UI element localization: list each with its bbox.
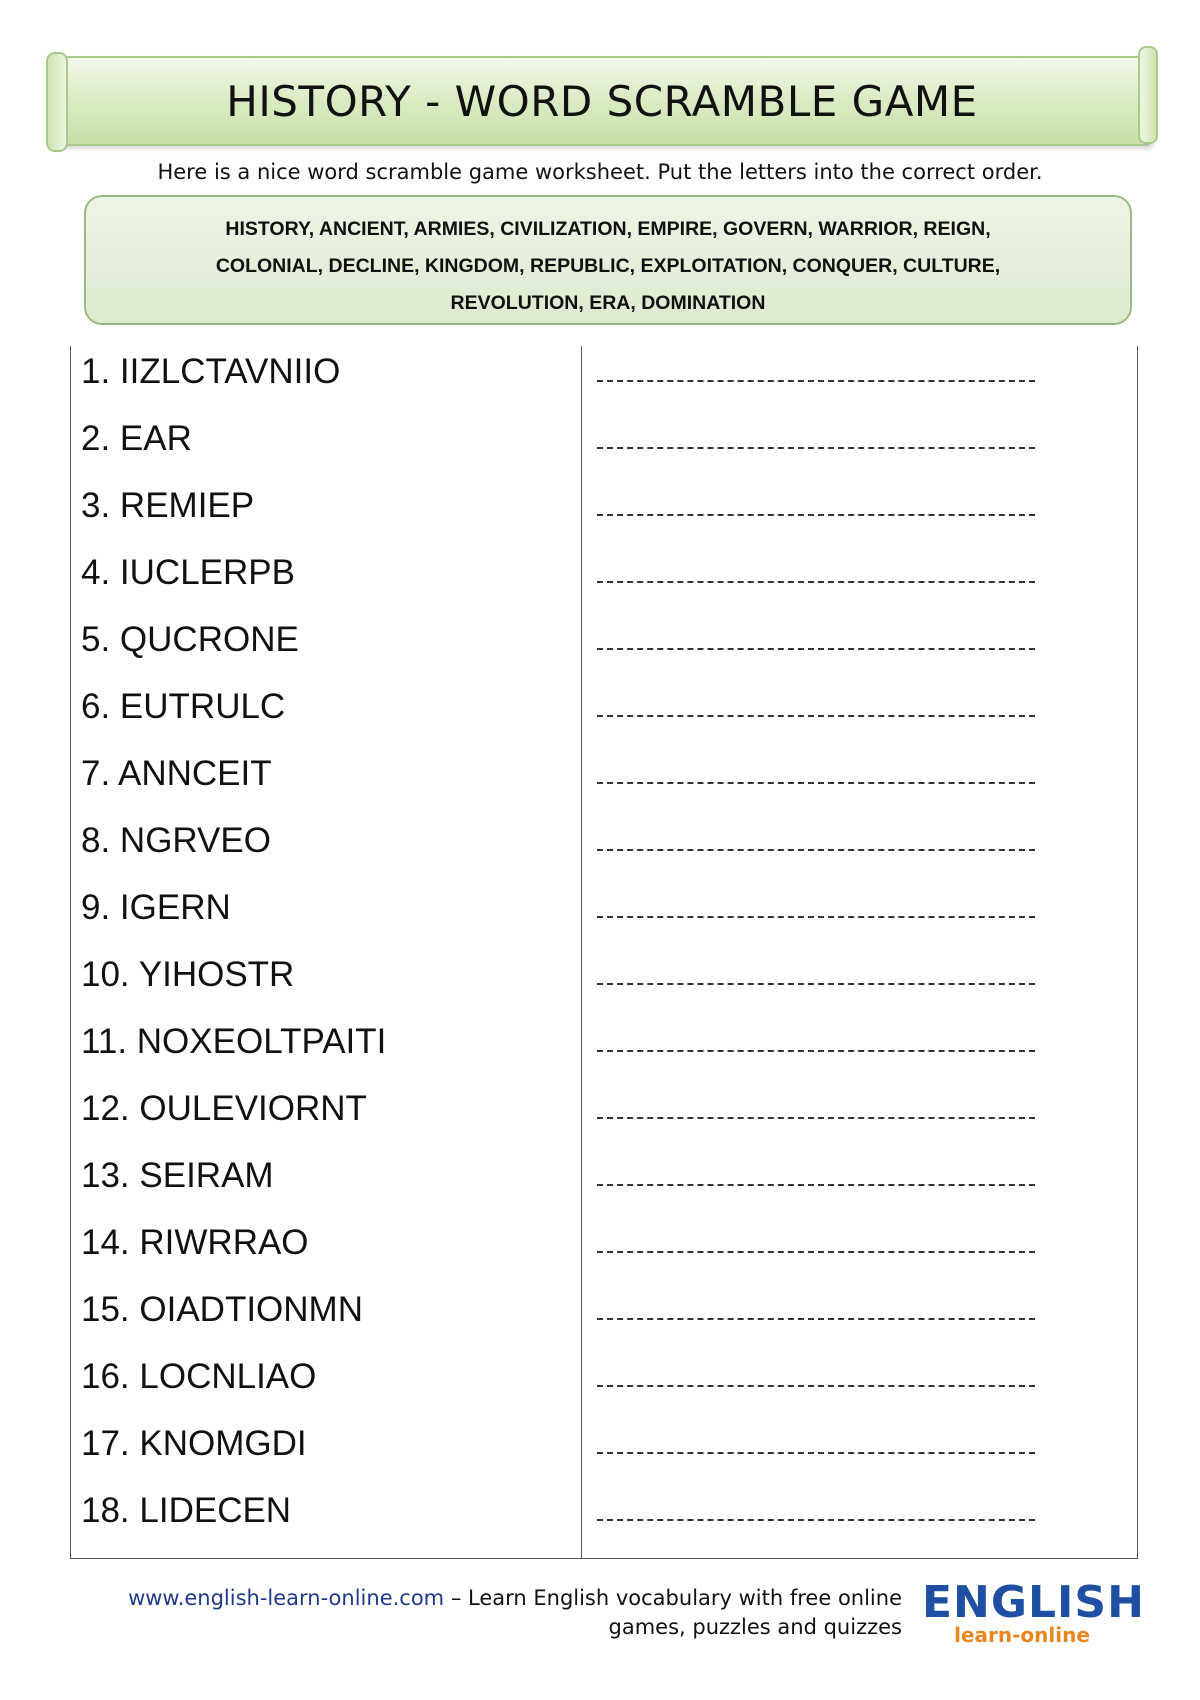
scramble-row: [71, 1150, 1137, 1217]
scrambled-word: 2. EAR: [81, 419, 192, 458]
scrambled-word: 7. ANNCEIT: [81, 754, 272, 793]
answer-blank[interactable]: [597, 1385, 1035, 1387]
scroll-curl-right: [1138, 46, 1158, 144]
logo: [922, 1577, 1145, 1647]
scrambled-word: 17. KNOMGDI: [81, 1424, 307, 1463]
scrambled-word: 13. SEIRAM: [81, 1156, 274, 1195]
word-bank: [84, 195, 1132, 325]
logo-sub: learn-online: [954, 1623, 1090, 1647]
logo-main: ENGLISH: [922, 1577, 1145, 1628]
scrambled-word: 4. IUCLERPB: [81, 553, 295, 592]
scramble-row: [71, 1016, 1137, 1083]
footer-tagline-2: games, puzzles and quizzes: [608, 1615, 902, 1639]
scramble-row: [71, 748, 1137, 815]
scramble-row: [71, 949, 1137, 1016]
scramble-row: [71, 1284, 1137, 1351]
scramble-row: [71, 1083, 1137, 1150]
answer-blank[interactable]: [597, 581, 1035, 583]
scramble-row: [71, 1217, 1137, 1284]
answer-blank[interactable]: [597, 983, 1035, 985]
scramble-row: [71, 1351, 1137, 1418]
scramble-table: [70, 346, 1138, 1559]
answer-blank[interactable]: [597, 648, 1035, 650]
scrambled-word: 18. LIDECEN: [81, 1491, 292, 1530]
footer-url[interactable]: www.english-learn-online.com: [128, 1586, 445, 1610]
scrambled-word: 11. NOXEOLTPAITI: [81, 1022, 387, 1061]
answer-blank[interactable]: [597, 1117, 1035, 1119]
answer-blank[interactable]: [597, 447, 1035, 449]
scrambled-word: 14. RIWRRAO: [81, 1223, 309, 1262]
footer-tagline-1: – Learn English vocabulary with free online: [444, 1586, 902, 1610]
scrambled-word: 15. OIADTIONMN: [81, 1290, 363, 1329]
scramble-row: [71, 480, 1137, 547]
scramble-row: [71, 346, 1137, 413]
scramble-row: [71, 413, 1137, 480]
answer-blank[interactable]: [597, 380, 1035, 382]
answer-blank[interactable]: [597, 782, 1035, 784]
scroll-curl-left: [46, 52, 68, 152]
scramble-row: [71, 614, 1137, 681]
answer-blank[interactable]: [597, 1519, 1035, 1521]
scrambled-word: 10. YIHOSTR: [81, 955, 295, 994]
scrambled-word: 12. OULEVIORNT: [81, 1089, 367, 1128]
scrambled-word: 1. IIZLCTAVNIIO: [81, 352, 341, 391]
answer-blank[interactable]: [597, 1184, 1035, 1186]
answer-blank[interactable]: [597, 849, 1035, 851]
instructions: Here is a nice word scramble game worksheet. Put the letters into the correct order.: [157, 160, 1043, 184]
scramble-row: [71, 547, 1137, 614]
title-banner: [52, 56, 1152, 146]
answer-blank[interactable]: [597, 1318, 1035, 1320]
word-bank-line-1: HISTORY, ANCIENT, ARMIES, CIVILIZATION, EMPIRE, GOVERN, WARRIOR, REIGN,: [225, 218, 991, 240]
scramble-row: [71, 681, 1137, 748]
answer-blank[interactable]: [597, 916, 1035, 918]
answer-blank[interactable]: [597, 715, 1035, 717]
word-bank-line-2: COLONIAL, DECLINE, KINGDOM, REPUBLIC, EXPLOITATION, CONQUER, CULTURE,: [215, 255, 1001, 277]
scrambled-word: 3. REMIEP: [81, 486, 255, 525]
answer-blank[interactable]: [597, 1050, 1035, 1052]
footer-text: [128, 1584, 902, 1642]
scrambled-word: 8. NGRVEO: [81, 821, 271, 860]
scramble-row: [71, 882, 1137, 949]
scrambled-word: 16. LOCNLIAO: [81, 1357, 317, 1396]
answer-blank[interactable]: [597, 1452, 1035, 1454]
scramble-row: [71, 1485, 1137, 1552]
scrambled-word: 5. QUCRONE: [81, 620, 299, 659]
scrambled-word: 6. EUTRULC: [81, 687, 286, 726]
scramble-row: [71, 815, 1137, 882]
scrambled-word: 9. IGERN: [81, 888, 231, 927]
page-title: HISTORY - WORD SCRAMBLE GAME: [226, 76, 978, 126]
answer-blank[interactable]: [597, 1251, 1035, 1253]
word-bank-line-3: REVOLUTION, ERA, DOMINATION: [450, 292, 766, 314]
answer-blank[interactable]: [597, 514, 1035, 516]
scramble-row: [71, 1418, 1137, 1485]
